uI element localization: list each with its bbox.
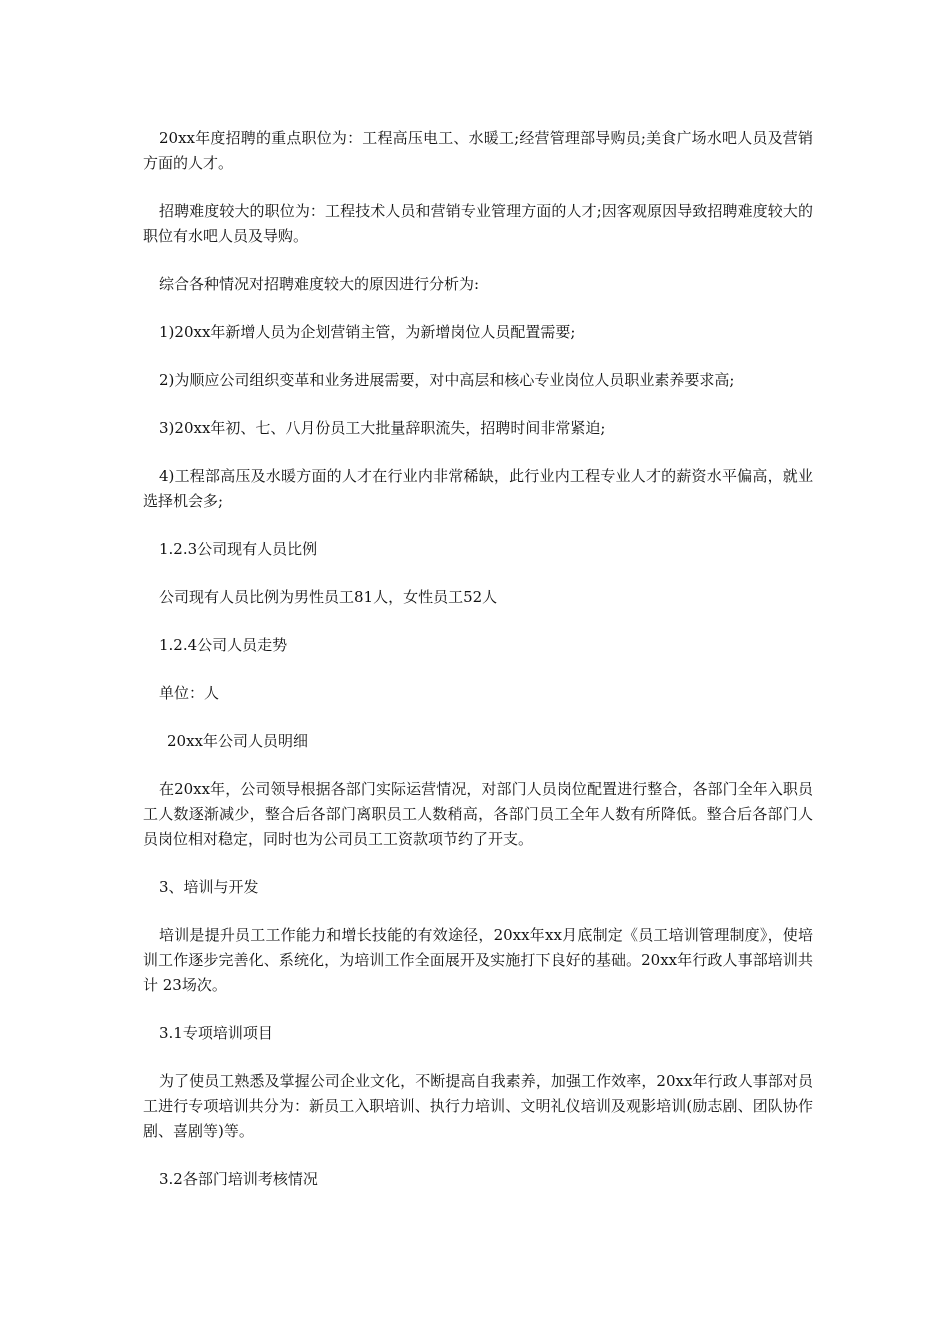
section-heading-special-training: 3.1专项培训项目 xyxy=(159,1024,273,1042)
list-item-reason-4: 4)工程部高压及水暖方面的人才在行业内非常稀缺，此行业内工程专业人才的薪资水平偏高，就业选择机会多; xyxy=(143,467,813,510)
document-body xyxy=(143,126,813,1215)
paragraph-analysis-intro: 综合各种情况对招聘难度较大的原因进行分析为: xyxy=(159,275,480,293)
section-heading-training: 3、培训与开发 xyxy=(159,878,259,896)
unit-label: 单位：人 xyxy=(159,684,220,702)
paragraph-difficult-positions: 招聘难度较大的职位为：工程技术人员和营销专业管理方面的人才;因客观原因导致招聘难度较大的职位有水吧人员及导购。 xyxy=(143,202,813,245)
section-heading-training-assessment: 3.2各部门培训考核情况 xyxy=(159,1170,318,1188)
paragraph-staff-integration: 在20xx年，公司领导根据各部门实际运营情况，对部门人员岗位配置进行整合，各部门全年入职员工人数逐渐减少，整合后各部门离职员工人数稍高，各部门员工全年人数有所降低。整合后各部门人员岗位相对稳定，同时也为公司员工工资款项节约了开支。 xyxy=(143,780,813,848)
list-item-reason-3: 3)20xx年初、七、八月份员工大批量辞职流失，招聘时间非常紧迫; xyxy=(159,419,606,437)
section-heading-staff-ratio: 1.2.3公司现有人员比例 xyxy=(159,540,318,558)
paragraph-training-overview: 培训是提升员工工作能力和增长技能的有效途径，20xx年xx月底制定《员工培训管理制度》，使培训工作逐步完善化、系统化，为培训工作全面展开及实施打下良好的基础。20xx年行政人事部培训共计 23场次。 xyxy=(143,926,813,994)
paragraph-special-training: 为了使员工熟悉及掌握公司企业文化，不断提高自我素养，加强工作效率，20xx年行政人事部对员工进行专项培训共分为：新员工入职培训、执行力培训、文明礼仪培训及观影培训(励志剧、团队协作剧、喜剧等)等。 xyxy=(143,1072,813,1140)
table-caption-staff-detail: 20xx年公司人员明细 xyxy=(167,732,309,750)
paragraph-key-positions: 20xx年度招聘的重点职位为：工程高压电工、水暖工;经营管理部导购员;美食广场水吧人员及营销方面的人才。 xyxy=(143,129,813,172)
paragraph-staff-ratio: 公司现有人员比例为男性员工81人，女性员工52人 xyxy=(159,588,498,606)
list-item-reason-2: 2)为顺应公司组织变革和业务进展需要，对中高层和核心专业岗位人员职业素养要求高; xyxy=(159,371,735,389)
list-item-reason-1: 1)20xx年新增人员为企划营销主管，为新增岗位人员配置需要; xyxy=(159,323,576,341)
section-heading-staff-trend: 1.2.4公司人员走势 xyxy=(159,636,288,654)
